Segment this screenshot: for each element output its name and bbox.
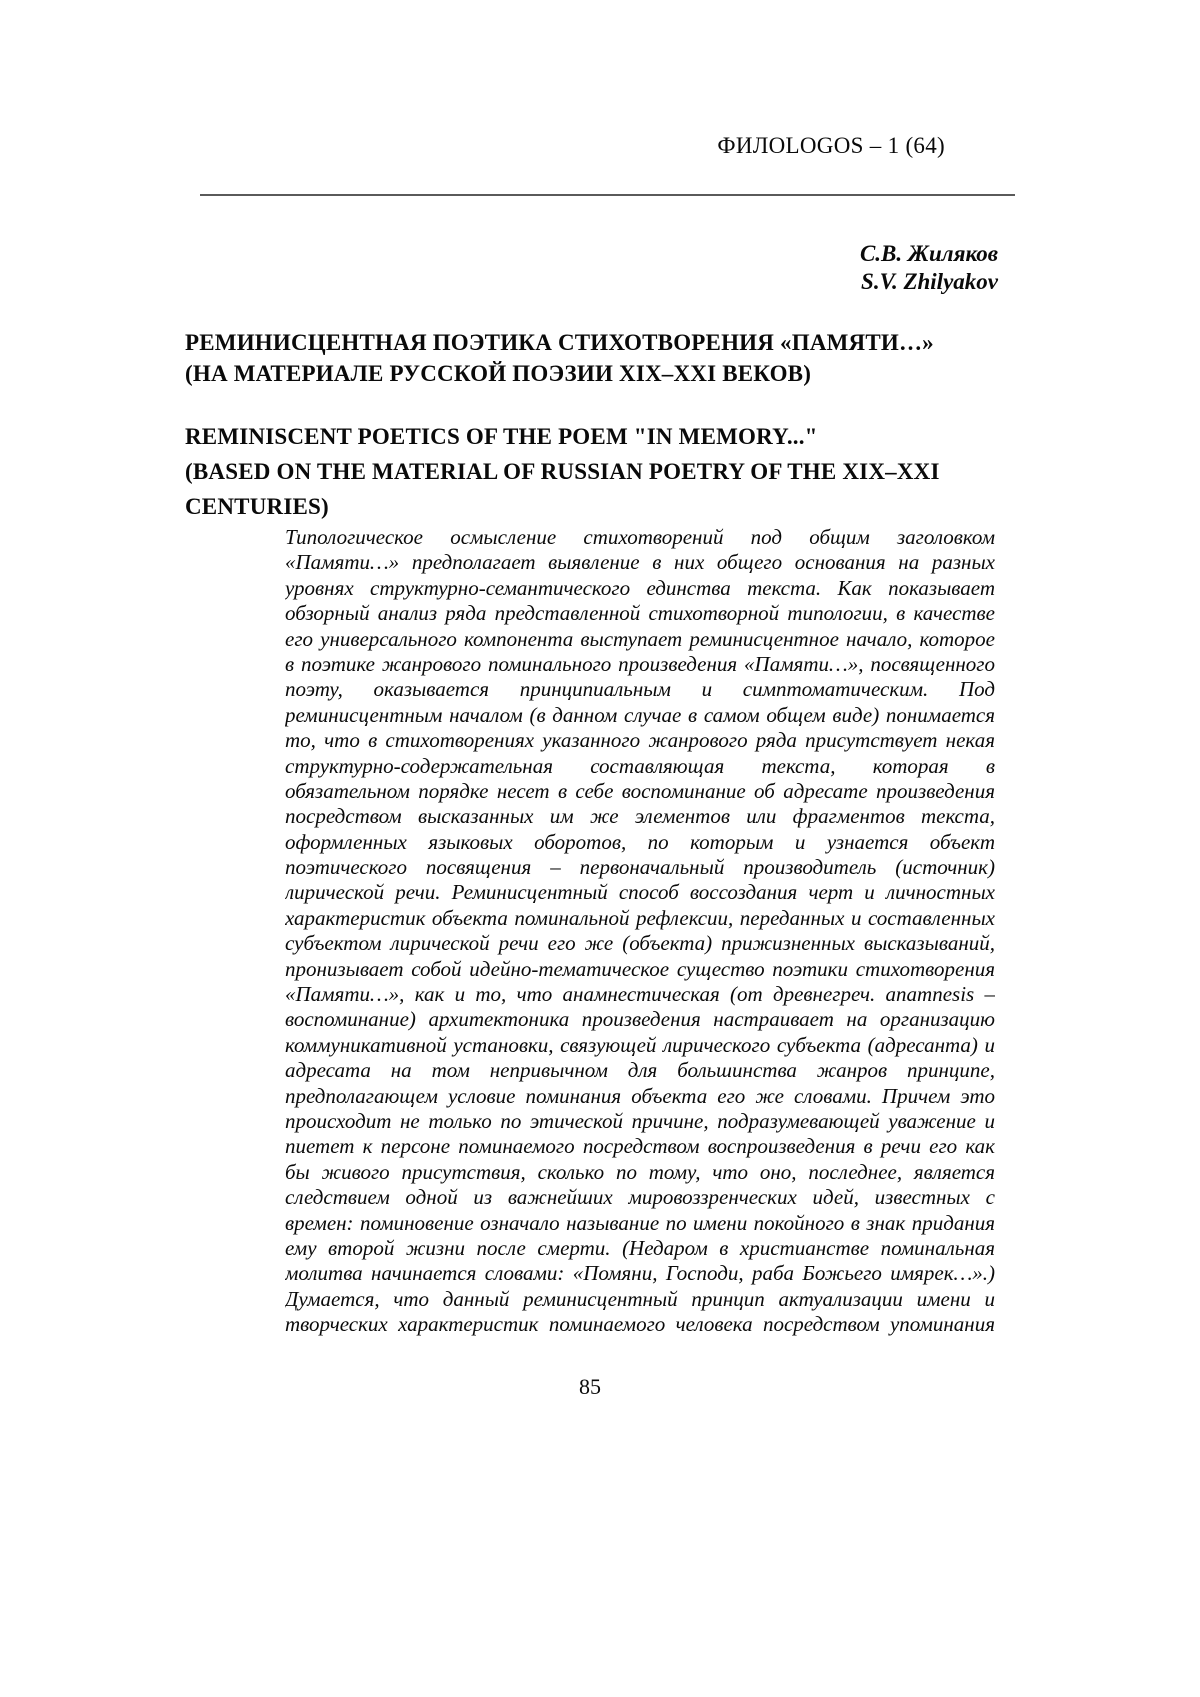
- abstract-line: ему второй жизни после смерти. (Недаром в христианстве поминальная: [285, 1235, 995, 1260]
- abstract-line: коммуникативной установки, связующей лирического субъекта (адресанта) и: [285, 1032, 995, 1057]
- author-name-ru: С.В. Жиляков: [859, 241, 998, 266]
- abstract-line: то, что в стихотворениях указанного жанрового ряда присутствует некая: [285, 728, 995, 753]
- abstract-line: Типологическое осмысление стихотворений под общим заголовком: [285, 525, 995, 549]
- abstract-line: реминисцентным началом (в данном случае в самом общем виде) понимается: [285, 702, 995, 727]
- abstract-line: бы живого присутствия, сколько по тому, что оно, последнее, является: [285, 1159, 995, 1184]
- abstract-line: адресата на том непривычном для большинства жанров принципе,: [285, 1058, 995, 1083]
- abstract-line: воспоминание) архитектоника произведения настраивает на организацию: [285, 1007, 995, 1032]
- abstract-line: уровнях структурно-семантического единства текста. Как показывает: [285, 575, 995, 600]
- abstract-paragraph: [285, 525, 995, 1338]
- abstract-line: оформленных языковых оборотов, по которым и узнается объект: [285, 829, 995, 854]
- journal-header: ФИЛОLOGOS – 1 (64): [717, 133, 945, 158]
- abstract-line: посредством высказанных им же элементов или фрагментов текста,: [285, 804, 995, 829]
- abstract-line: предполагающем условие поминания объекта его же словами. Причем это: [285, 1083, 995, 1108]
- abstract-line: его универсального компонента выступает реминисцентное начало, которое: [285, 626, 995, 651]
- abstract-line: пиетет к персоне поминаемого посредством воспроизведения в речи его как: [285, 1134, 995, 1159]
- abstract-line: молитва начинается словами: «Помяни, Господи, раба Божьего имярек…».): [285, 1261, 995, 1286]
- author-name-en: S.V. Zhilyakov: [861, 269, 998, 294]
- abstract-line: пронизывает собой идейно-тематическое существо поэтики стихотворения: [285, 956, 995, 981]
- abstract-line: поэтического посвящения – первоначальный производитель (источник): [285, 855, 995, 880]
- article-title-en-line2: (BASED ON THE MATERIAL OF RUSSIAN POETRY OF THE XIX–XXI: [185, 459, 940, 484]
- abstract-line: творческих характеристик поминаемого человека посредством упоминания: [285, 1312, 995, 1337]
- abstract-line: субъектом лирической речи его же (объекта) прижизненных высказываний,: [285, 931, 995, 956]
- abstract-line: в поэтике жанрового поминального произведения «Памяти…», посвященного: [285, 651, 995, 676]
- article-title-en: [185, 419, 1025, 524]
- abstract-line: лирической речи. Реминисцентный способ воссоздания черт и личностных: [285, 880, 995, 905]
- abstract-line: следствием одной из важнейших мировоззренческих идей, известных с: [285, 1185, 995, 1210]
- abstract-line: происходит не только по этической причине, подразумевающей уважение и: [285, 1108, 995, 1133]
- header-divider: [200, 194, 1015, 196]
- article-title-ru-line2: (НА МАТЕРИАЛЕ РУССКОЙ ПОЭЗИИ XIX–XXI ВЕКОВ): [185, 361, 812, 386]
- article-title-en-line3: CENTURIES): [185, 494, 329, 519]
- abstract-line: характеристик объекта поминальной рефлексии, переданных и составленных: [285, 905, 995, 930]
- abstract-line: «Памяти…», как и то, что анамнестическая (от древнегреч. anamnesis –: [285, 982, 995, 1007]
- article-title-ru: [185, 327, 1025, 389]
- abstract-line: Думается, что данный реминисцентный принцип актуализации имени и: [285, 1286, 995, 1311]
- abstract-line: структурно-содержательная составляющая текста, которая в: [285, 753, 995, 778]
- article-title-en-line1: REMINISCENT POETICS OF THE POEM "IN MEMORY...": [185, 424, 818, 449]
- abstract-line: обзорный анализ ряда представленной стихотворной типологии, в качестве: [285, 601, 995, 626]
- page-number: 85: [579, 1374, 601, 1399]
- abstract-line: «Памяти…» предполагает выявление в них общего основания на разных: [285, 550, 995, 575]
- article-title-ru-line1: РЕМИНИСЦЕНТНАЯ ПОЭТИКА СТИХОТВОРЕНИЯ «ПАМЯТИ…»: [185, 330, 934, 355]
- author-block: [0, 240, 998, 296]
- abstract-line: обязательном порядке несет в себе воспоминание об адресате произведения: [285, 778, 995, 803]
- abstract-line: времен: поминовение означало называние по имени покойного в знак придания: [285, 1210, 995, 1235]
- abstract-line: поэту, оказывается принципиальным и симптоматическим. Под: [285, 677, 995, 702]
